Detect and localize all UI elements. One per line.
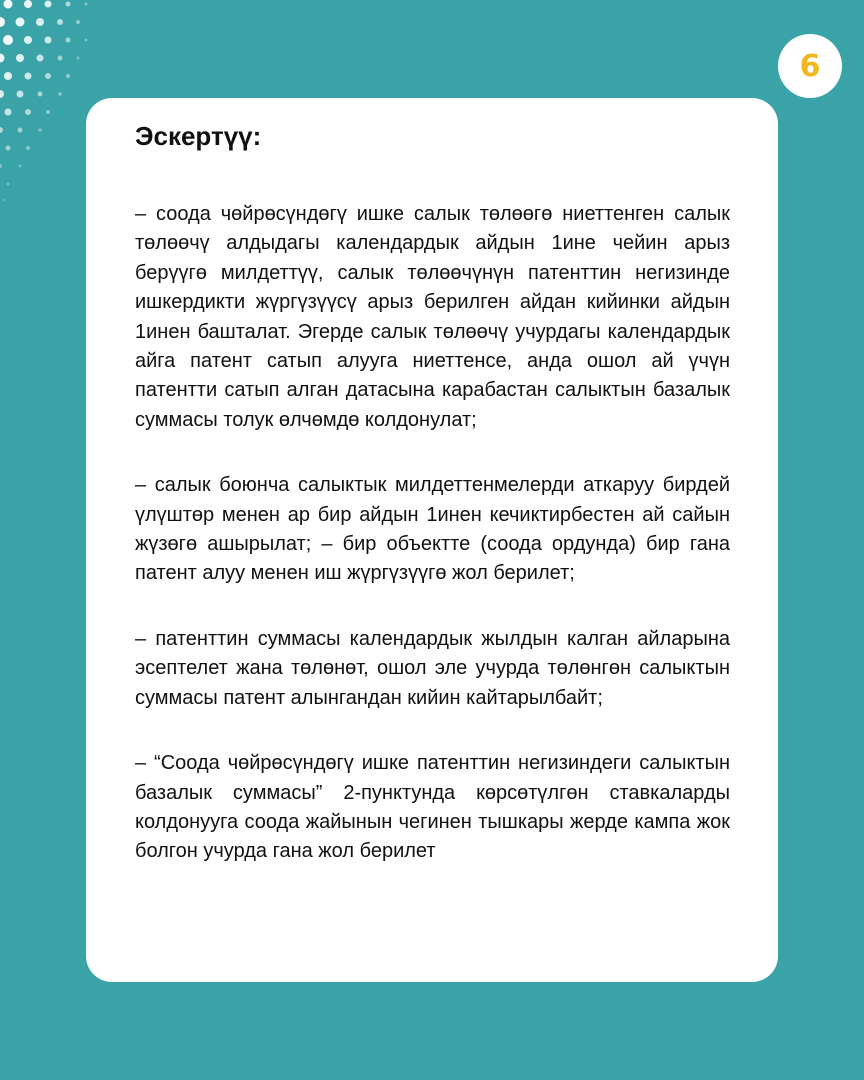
note-title: Эскертүү: <box>135 121 262 151</box>
note-paragraph-2: – салык боюнча салыктык милдеттенмелерди аткаруу бирдей үлүштөр менен ар бир айдын 1инен кечиктирбестен ай сайын жүзөгө ашырылат; – бир объектте (соода ордунда) бир гана патент алуу менен иш жүргүзүүгө жол берилет; <box>135 474 730 585</box>
page-number-badge <box>778 34 842 98</box>
note-paragraph-3: – патенттин суммасы календардык жылдын калган айларына эсептелет жана төлөнөт, ошол эле учурда төлөнгөн салыктын суммасы патент алынгандан кийин кайтарылбайт; <box>135 627 730 709</box>
note-paragraph-1: – соода чөйрөсүндөгү ишке салык төлөөгө ниеттенген салык төлөөчү алдыдагы календардык айдын 1ине чейин арыз берүүгө милдеттүү, салык төлөөчүнүн патенттин негизинде ишкердикти жүргүзүүсү арыз берилген айдан кийинки айдын 1инен башталат. Эгерде салык төлөөчү учурдагы календардык айга патент сатып алууга ниеттенсе, анда ошол ай үчүн патентти сатып алган датасына карабастан салыктын базалык суммасы толук өлчөмдө колдонулат; <box>135 203 730 431</box>
page-number: 6 <box>799 48 821 84</box>
note-card <box>86 98 778 982</box>
note-paragraph-4: – “Соода чөйрөсүндөгү ишке патенттин негизиндеги салыктын базалык суммасы” 2-пунктунда көрсөтүлгөн ставкаларды колдонууга соода жайынын чегинен тышкары жерде кампа жок болгон учурда гана жол берилет <box>135 752 730 863</box>
